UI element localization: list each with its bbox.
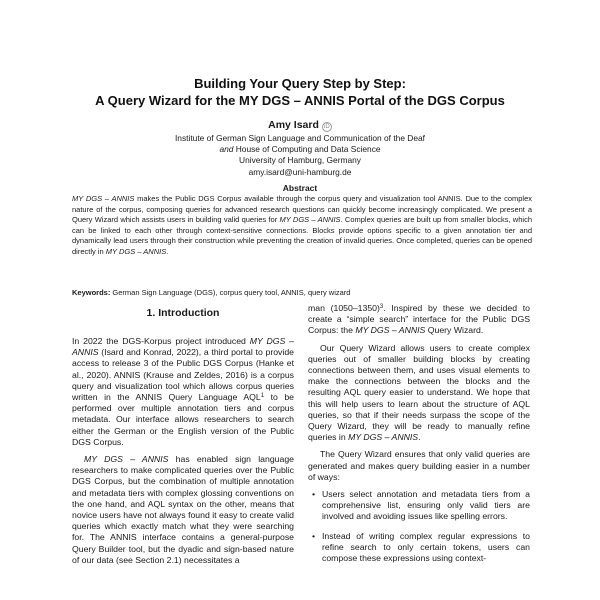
right-column [308, 303, 530, 572]
footnote-marker-1[interactable]: 1 [260, 393, 265, 400]
right-p1-mydgs: MY DGS – ANNIS [355, 325, 426, 336]
affiliation-and: and [219, 144, 234, 154]
right-p2-text-c: . [418, 432, 421, 443]
right-paragraph-2 [308, 343, 530, 444]
orcid-icon[interactable]: iD [322, 122, 332, 132]
abstract-part-2: . Complex queries are built up from smaller blocks, which can be linked to each other through context-sensitive connections. Blocks provide options specific to a given annotation tier and dynamically lead users through their construction while preventing the creation of invalid queries. Once completed, queries can be opened directly in [72, 215, 532, 256]
paper-title-line-1: Building Your Query Step by Step: [194, 76, 406, 91]
abstract-text [72, 194, 532, 257]
bullet-icon: • [312, 489, 316, 500]
keywords-label: Keywords: [72, 288, 111, 297]
author-email[interactable]: amy.isard@uni-hamburg.de [248, 167, 352, 177]
right-p2-text-a: Our Query Wizard allows users to create complex queries out of smaller building blocks by creating connections between them, and uses visual elements to make the connections between the blocks and the resulting AQL query easier to understand. We hope that this will help users to learn about the structure of AQL queries, so that if their needs surpass the scope of the Query Wizard, they will be ready to manually refine queries in [308, 342, 530, 443]
intro-p1-mydgs: MY DGS – ANNIS [72, 336, 294, 358]
intro-p2-mydgs: MY DGS – ANNIS [84, 454, 169, 465]
list-item-text: Instead of writing complex regular expressions to refine search to only certain tokens, users can compose these expressions using context- [322, 530, 530, 564]
right-paragraph-1 [308, 303, 530, 337]
intro-p1-text-a: In 2022 the DGS-Korpus project introduced [72, 336, 250, 346]
right-p2-mydgs: MY DGS – ANNIS [348, 432, 419, 443]
intro-p1-text-c: (Isard and Konrad, 2022), a third portal to provide access to release 3 of the Public DGS Corpus (Hanke et al., 2020). ANNIS (Krause and Zeldes, 2016) is a corpus query and visualization tool which allows corpus queries written in the ANNIS Query Language AQL [72, 347, 294, 403]
keywords-line [72, 288, 532, 298]
author-block [0, 119, 600, 132]
abstract-mydgs-1: MY DGS – ANNIS [72, 194, 135, 203]
affiliation-line-2 [0, 144, 600, 155]
list-item [312, 530, 530, 565]
intro-p2-text: has enabled sign language researchers to make complicated queries over the Public DGS Corpus, but the combination of multiple annotation and metadata tiers with complex glossing conventions on the one hand, and AQL syntax on the other, means that novice users have not always found it easy to create valid queries which exactly match what they were searching for. The ANNIS interface contains a general-purpose Query Builder tool, but the dyadic and sign-based nature of our data (see Section 2.1) necessitates a [72, 454, 294, 565]
list-item [312, 489, 530, 523]
bullet-icon: • [312, 530, 316, 541]
feature-list [308, 489, 530, 564]
affiliation-line-3: University of Hamburg, Germany [239, 155, 361, 165]
keywords-text: German Sign Language (DGS), corpus query tool, ANNIS, query wizard [110, 288, 351, 297]
abstract-part-1: makes the Public DGS Corpus available through the corpus query and visualization tool ANNIS. Due to the complex nature of the corpus, composing queries for advanced research questions can quickly become increasingly complicated. We present a Query Wizard which assists users in building valid queries for [72, 194, 532, 224]
abstract-mydgs-2: MY DGS – ANNIS [279, 215, 341, 224]
intro-paragraph-2 [72, 454, 294, 566]
right-p1-text-d: Query Wizard. [425, 325, 484, 336]
left-column [72, 336, 294, 572]
intro-p1-text-d: to be performed over multiple annotation tiers and corpus metadata. Our interface allows researchers to search either the German or the English version of the Public DGS Corpus. [72, 392, 294, 447]
intro-paragraph-1 [72, 336, 294, 448]
abstract-part-3: . [166, 246, 169, 256]
affiliation-house: House of Computing and Data Science [233, 144, 381, 154]
section-heading-introduction: 1. Introduction [146, 307, 220, 319]
paper-title-line-2: A Query Wizard for the MY DGS – ANNIS Portal of the DGS Corpus [95, 93, 505, 108]
right-p1-text-b: . Inspired by these we decided to create a “simple search” interface for the Public DGS Corpus: the [308, 303, 531, 336]
affiliation-line-1: Institute of German Sign Language and Communication of the Deaf [174, 133, 425, 143]
right-p1-text-a: man (1050–1350) [308, 303, 380, 313]
author-name: Amy Isard [268, 119, 319, 131]
list-item-text: Users select annotation and metadata tiers from a comprehensive list, ensuring only valid tiers are involved and avoiding issues like spelling errors. [322, 489, 530, 522]
abstract-mydgs-3: MY DGS – ANNIS [105, 246, 167, 256]
right-paragraph-3: The Query Wizard ensures that only valid queries are generated and makes query building easier in a number of ways: [308, 449, 530, 482]
abstract-heading: Abstract [282, 183, 318, 193]
footnote-marker-3[interactable]: 3 [379, 304, 384, 310]
